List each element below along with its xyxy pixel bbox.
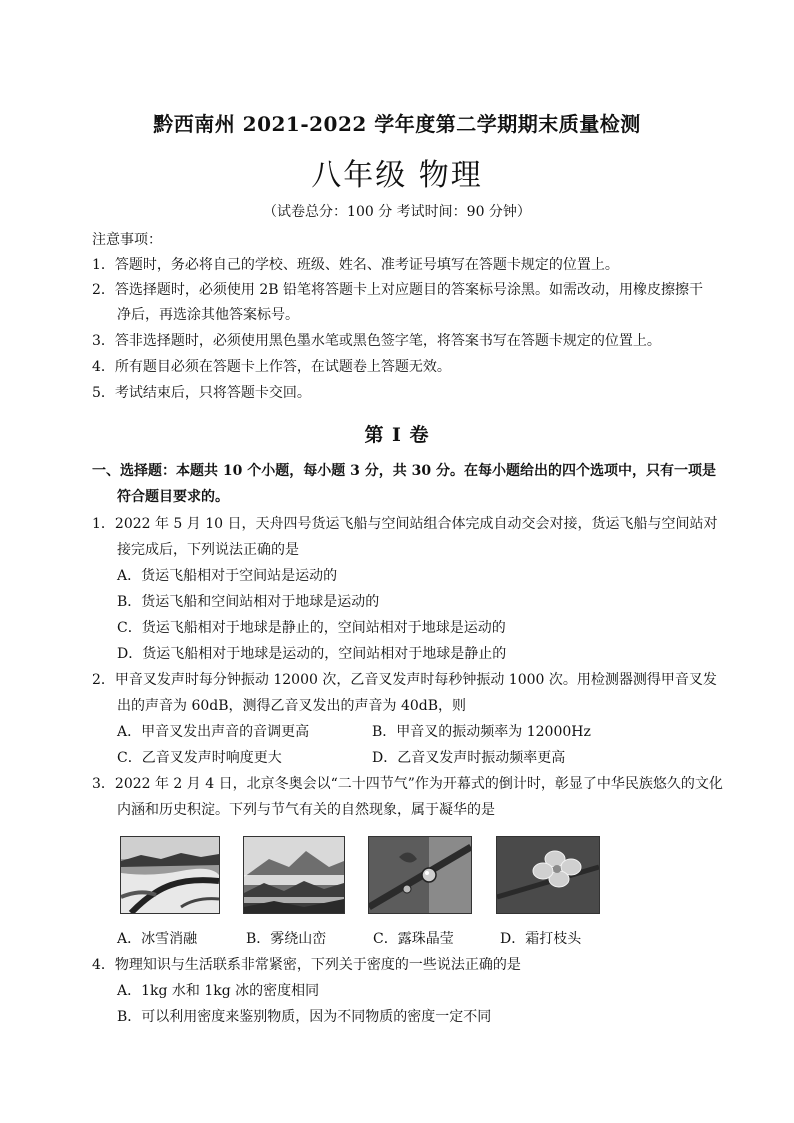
q4-option-a: A．1kg 水和 1kg 冰的密度相同 (117, 983, 320, 999)
exam-info: （试卷总分：100 分 考试时间：90 分钟） (263, 204, 531, 220)
part1-intro-cont: 符合题目要求的。 (117, 489, 229, 505)
question-2-stem: 2．甲音叉发声时每分钟振动 12000 次，乙音叉发声时每秒钟振动 1000 次。用检测器测得甲音叉发 (92, 672, 717, 688)
q3-option-d: D．霜打枝头 (500, 931, 582, 947)
photo-frost-branch (496, 836, 600, 914)
section-title: 第 Ⅰ 卷 (364, 424, 430, 446)
q3-option-a: A．冰雪消融 (117, 931, 198, 947)
question-3-stem: 3．2022 年 2 月 4 日，北京冬奥会以“二十四节气”作为开幕式的倒计时，彰显了中华民族悠久的文化 (92, 776, 723, 792)
q2-option-c: C．乙音叉发声时响度更大 (117, 750, 282, 766)
photo-dew-drops (368, 836, 472, 914)
note-item: 2．答选择题时，必须使用 2B 铅笔将答题卡上对应题目的答案标号涂黑。如需改动，用橡皮擦擦干 (92, 282, 704, 298)
q1-option-d: D．货运飞船相对于地球是运动的，空间站相对于地球是静止的 (117, 646, 507, 662)
question-1-stem-cont: 接完成后，下列说法正确的是 (117, 542, 299, 558)
part1-intro: 一、选择题：本题共 10 个小题，每小题 3 分，共 30 分。在每小题给出的四个选项中，只有一项是 (92, 463, 716, 479)
q3-option-c: C．露珠晶莹 (373, 931, 454, 947)
q4-option-b: B．可以利用密度来鉴别物质，因为不同物质的密度一定不同 (117, 1009, 492, 1025)
photo-fog-mountains (243, 836, 345, 914)
subject-title: 八年级 物理 (311, 158, 483, 193)
notes-heading: 注意事项： (92, 232, 162, 248)
note-item: 4．所有题目必须在答题卡上作答，在试题卷上答题无效。 (92, 359, 451, 375)
question-3-stem-cont: 内涵和历史积淀。下列与节气有关的自然现象，属于凝华的是 (117, 802, 495, 818)
note-item: 3．答非选择题时，必须使用黑色墨水笔或黑色签字笔，将答案书写在答题卡规定的位置上。 (92, 333, 661, 349)
q3-option-b: B．雾绕山峦 (246, 931, 327, 947)
note-item: 净后，再选涂其他答案标号。 (117, 307, 299, 323)
photo-snow-melting (120, 836, 220, 914)
q2-option-d: D．乙音叉发声时振动频率更高 (372, 750, 566, 766)
q1-option-b: B．货运飞船和空间站相对于地球是运动的 (117, 594, 380, 610)
q1-option-a: A．货运飞船相对于空间站是运动的 (117, 568, 338, 584)
note-item: 5．考试结束后，只将答题卡交回。 (92, 385, 311, 401)
q1-option-c: C．货运飞船相对于地球是静止的，空间站相对于地球是运动的 (117, 620, 506, 636)
question-2-stem-cont: 出的声音为 60dB，测得乙音叉发出的声音为 40dB，则 (117, 698, 467, 714)
question-1-stem: 1．2022 年 5 月 10 日，天舟四号货运飞船与空间站组合体完成自动交会对接，货运飞船与空间站对 (92, 516, 718, 532)
exam-title: 黔西南州 2021-2022 学年度第二学期期末质量检测 (153, 112, 641, 136)
note-item: 1．答题时，务必将自己的学校、班级、姓名、准考证号填写在答题卡规定的位置上。 (92, 257, 619, 273)
q2-option-b: B．甲音叉的振动频率为 12000Hz (372, 724, 591, 740)
q2-option-a: A．甲音叉发出声音的音调更高 (117, 724, 310, 740)
question-4-stem: 4．物理知识与生活联系非常紧密，下列关于密度的一些说法正确的是 (92, 957, 521, 973)
